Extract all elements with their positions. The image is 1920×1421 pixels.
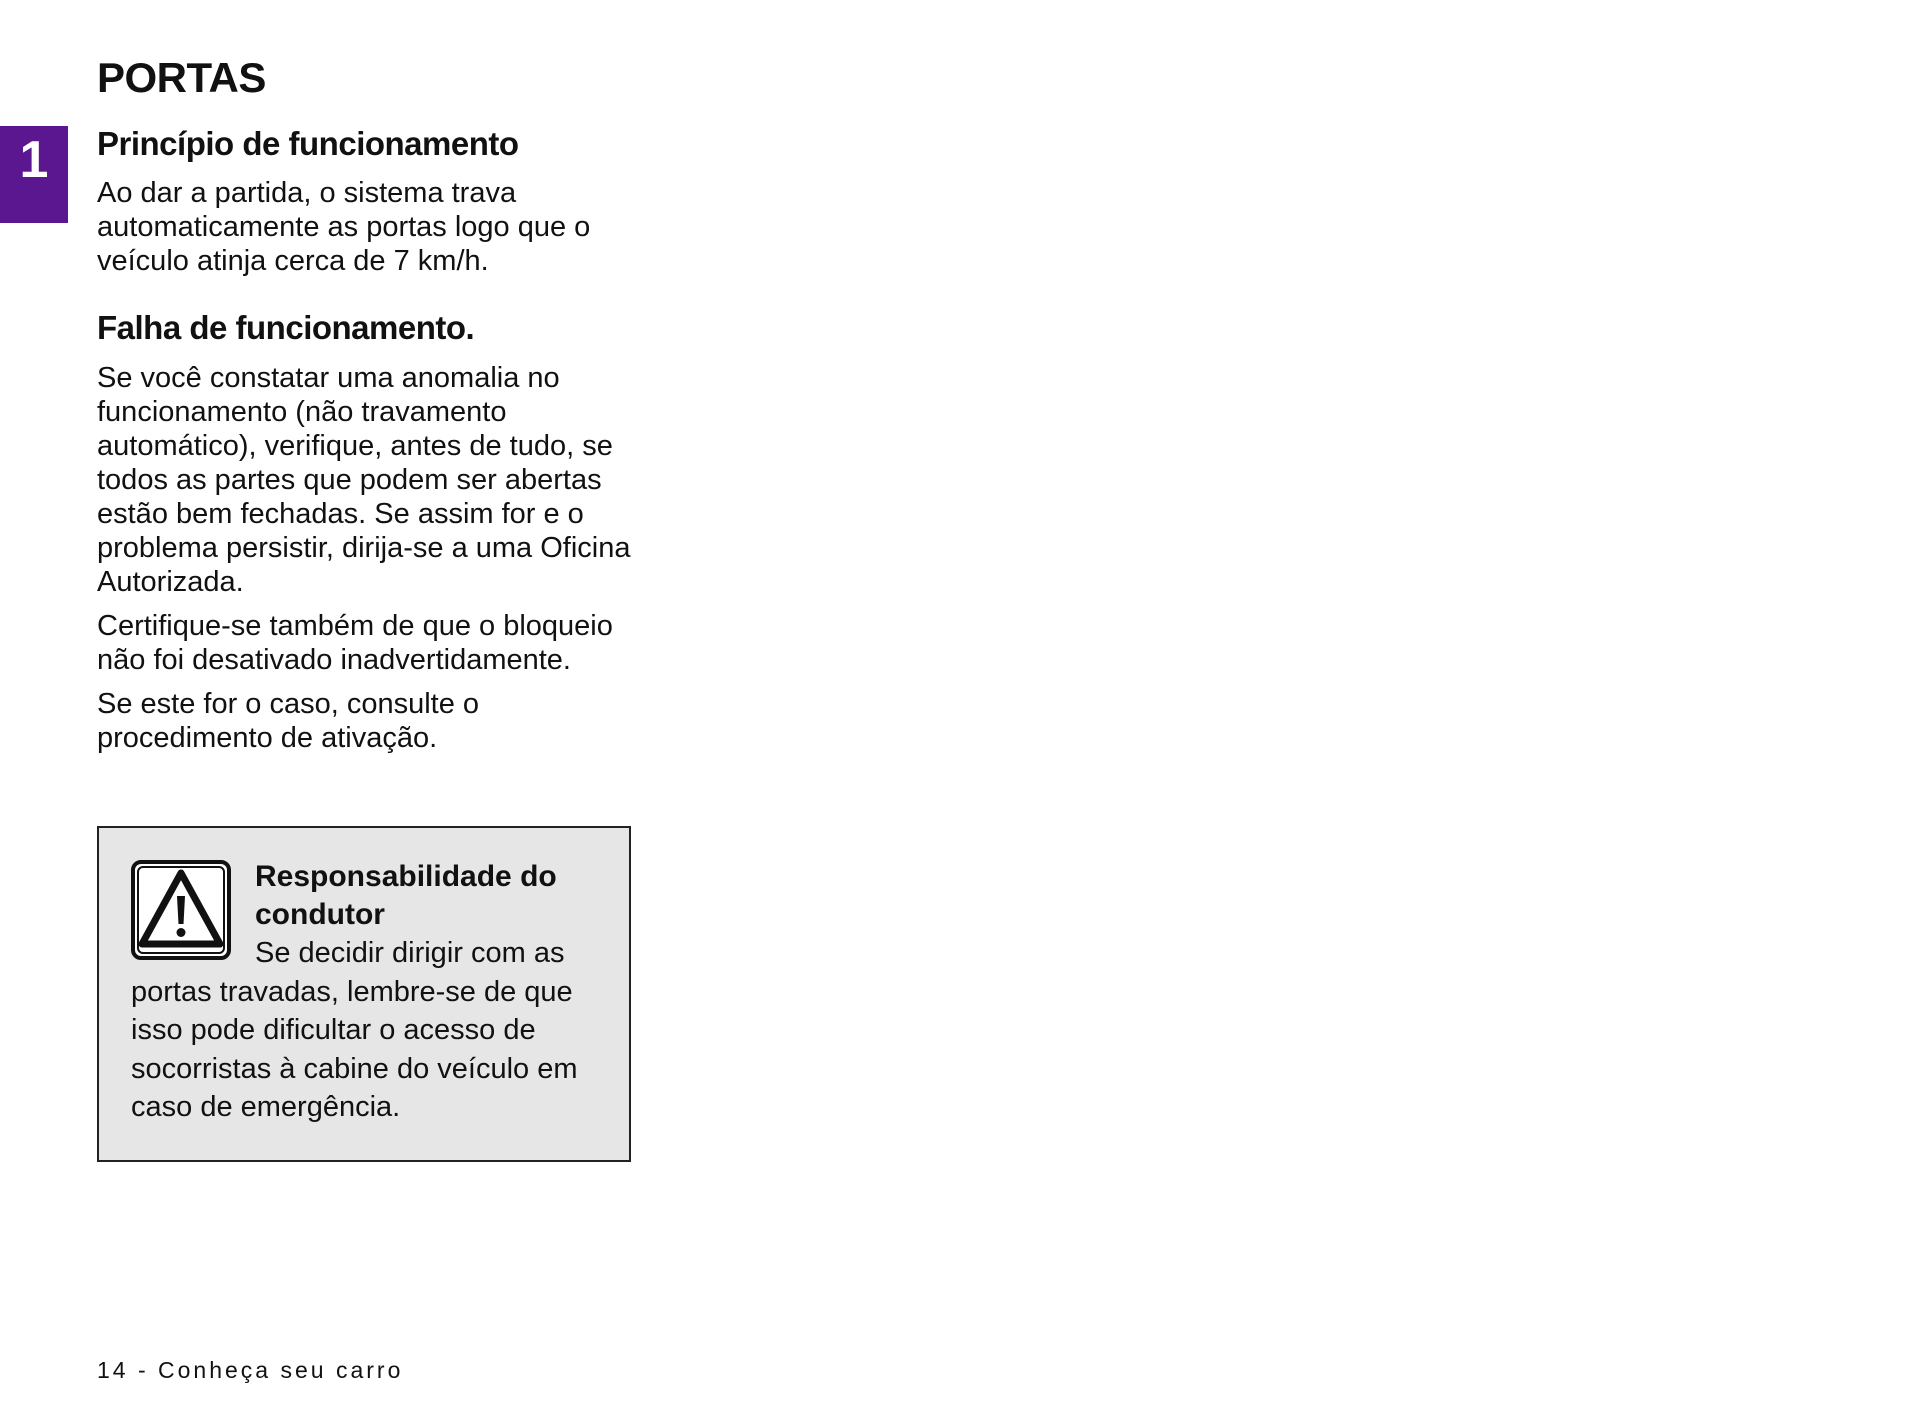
chapter-tab — [0, 126, 68, 223]
paragraph-principio: Ao dar a partida, o sistema trava automaticamente as portas logo que o veículo atinja cerca de 7 km/h. — [97, 177, 591, 277]
warning-title: Responsabilidade do condutor — [255, 860, 557, 931]
paragraph-falha-2: Certifique-se também de que o bloqueio não foi desativado inadvertidamente. — [97, 610, 613, 676]
paragraph-falha-3: Se este for o caso, consulte o procedimento de ativação. — [97, 688, 480, 754]
warning-box — [97, 826, 631, 1162]
section-heading-falha: Falha de funcionamento. — [97, 309, 475, 346]
page-title: PORTAS — [97, 54, 266, 101]
warning-text: Se decidir dirigir com as portas travadas, lembre-se de que isso pode dificultar o acesso de socorristas à cabine do veículo em caso de emergência. — [131, 937, 578, 1123]
chapter-number: 1 — [19, 131, 49, 189]
warning-triangle-icon — [131, 860, 231, 960]
section-heading-principio: Princípio de funcionamento — [97, 125, 519, 162]
content-column — [97, 50, 637, 755]
paragraph-falha-1: Se você constatar uma anomalia no funcionamento (não travamento automático), verifique, antes de tudo, se todos as partes que podem ser abertas estão bem fechadas. Se assim for e o problema persistir, dirija-se a uma Oficina Autorizada. — [97, 362, 631, 598]
page-footer: 14 - Conheça seu carro — [97, 1357, 404, 1383]
